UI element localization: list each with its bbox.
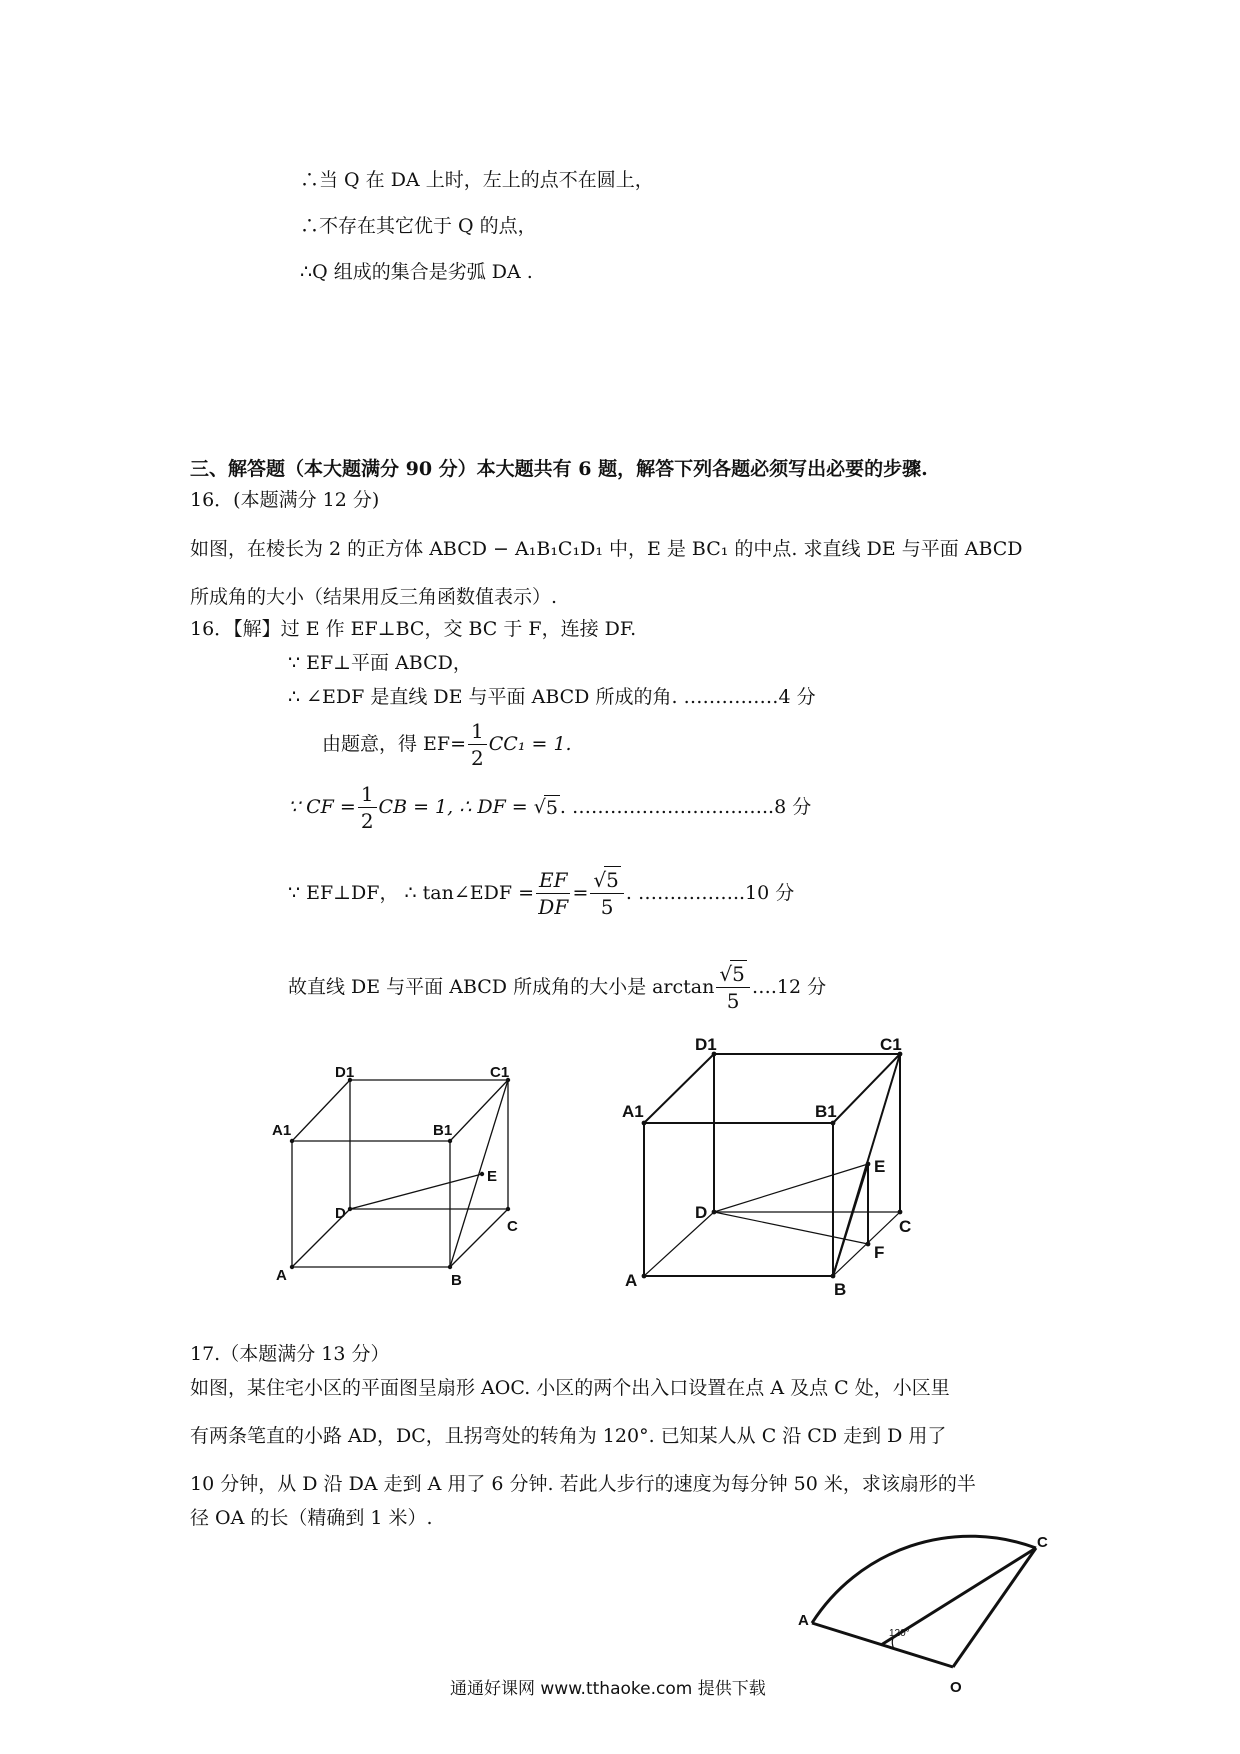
sol5-suffix: . …………………………..8 分: [559, 796, 812, 818]
q17-title: 17.（本题满分 13 分）: [190, 1343, 390, 1365]
sol7-denominator: 5: [726, 989, 740, 1013]
sol4-numerator: 1: [468, 718, 487, 745]
sol5-numerator: 1: [358, 781, 377, 808]
q16-solution-line-7: [288, 952, 826, 1022]
fig1-label-a1: A1: [272, 1122, 292, 1139]
sol4-prefix: 由题意，得 EF=: [322, 733, 467, 755]
sol6-denominator-2: 5: [600, 895, 614, 919]
q16-solution-line-3: ∴ ∠EDF 是直线 DE 与平面 ABCD 所成的角. ……………4 分: [288, 686, 816, 708]
cube-figure-2: [615, 1025, 940, 1300]
q17-line-3: 10 分钟，从 D 沿 DA 走到 A 用了 6 分钟. 若此人步行的速度为每分钟 50 米，求该扇形的半: [190, 1473, 976, 1495]
fig2-label-a1: A1: [622, 1102, 644, 1121]
fig2-label-d: D: [695, 1203, 708, 1222]
fig2-label-c: C: [899, 1217, 912, 1236]
fig1-label-e: E: [487, 1168, 498, 1185]
sol4-denominator: 2: [471, 745, 484, 770]
sector-figure: [795, 1530, 1055, 1705]
proof-line-3: ∴Q 组成的集合是劣弧 DA .: [300, 261, 533, 283]
q17-line-2: 有两条笔直的小路 AD，DC，且拐弯处的转角为 120°. 已知某人从 C 沿 CD 走到 D 用了: [190, 1425, 947, 1447]
sol4-fraction: [468, 718, 487, 771]
fig3-label-o: O: [950, 1679, 962, 1696]
fig1-label-c: C: [507, 1218, 518, 1235]
sol6-prefix: ∵ EF⊥DF， ∴ tan∠EDF =: [288, 882, 534, 904]
fig2-label-e: E: [874, 1157, 886, 1176]
sol6-fraction-1: [536, 867, 570, 920]
q16-solution-line-5: [288, 775, 811, 839]
cube-figure-1: [260, 1055, 540, 1290]
q16-stem-line-2: 所成角的大小（结果用反三角函数值表示）.: [190, 586, 558, 608]
fig1-label-d: D: [335, 1205, 346, 1222]
q17-line-4: 径 OA 的长（精确到 1 米）.: [190, 1507, 433, 1529]
sol6-numerator-2: √5: [590, 866, 623, 894]
proof-line-2: ∴不存在其它优于 Q 的点，: [300, 215, 537, 237]
sol6-numerator-1: EF: [536, 867, 570, 894]
q16-solution-line-1: 16．【解】过 E 作 EF⊥BC，交 BC 于 F，连接 DF.: [190, 618, 637, 640]
fig2-label-d1: D1: [695, 1035, 717, 1054]
fig3-label-a: A: [798, 1612, 809, 1629]
sol6-equals: =: [572, 882, 589, 904]
q16-title: 16．(本题满分 12 分): [190, 489, 380, 511]
q16-stem-line-1: 如图，在棱长为 2 的正方体 ABCD − A₁B₁C₁D₁ 中，E 是 BC₁ 的中点. 求直线 DE 与平面 ABCD: [190, 538, 1023, 560]
sol5-prefix: ∵ CF =: [288, 796, 356, 818]
fig1-label-a: A: [276, 1267, 287, 1284]
sol6-suffix: . ……………..10 分: [625, 882, 795, 904]
sol7-fraction: [716, 960, 749, 1014]
q17-line-1: 如图，某住宅小区的平面图呈扇形 AOC. 小区的两个出入口设置在点 A 及点 C 处，小区里: [190, 1377, 950, 1399]
fig2-label-b1: B1: [815, 1102, 837, 1121]
sol7-prefix: 故直线 DE 与平面 ABCD 所成角的大小是 arctan: [288, 976, 715, 998]
q16-solution-line-4: [322, 712, 572, 776]
sol7-numerator: √5: [716, 960, 749, 988]
fig1-label-b: B: [451, 1272, 462, 1289]
sol5-radical-sign: √: [533, 796, 546, 818]
sol6-fraction-2: [590, 866, 623, 920]
sol5-radicand: 5: [545, 796, 558, 819]
fig1-label-b1: B1: [433, 1122, 453, 1139]
sol5-middle: CB = 1, ∴ DF =: [378, 796, 528, 818]
sol6-denominator-1: DF: [538, 894, 569, 919]
sol4-suffix: CC₁ = 1.: [488, 733, 572, 755]
fig2-label-a: A: [625, 1271, 638, 1290]
fig2-label-f: F: [874, 1243, 885, 1262]
fig2-label-c1: C1: [880, 1035, 902, 1054]
fig1-label-d1: D1: [335, 1064, 355, 1081]
fig2-label-b: B: [834, 1280, 847, 1299]
q16-solution-line-6: [288, 858, 794, 928]
sol7-suffix: ….12 分: [751, 976, 827, 998]
sol6-radicand: 5: [606, 868, 619, 892]
proof-line-1: ∴当 Q 在 DA 上时，左上的点不在圆上，: [300, 169, 654, 191]
footer-text: 通通好课网 www.tthaoke.com 提供下载: [450, 1679, 766, 1699]
sol5-fraction: [358, 781, 377, 834]
fig3-label-c: C: [1037, 1534, 1048, 1551]
fig3-angle-label: 120°: [889, 1628, 910, 1639]
sol7-radicand: 5: [732, 962, 745, 986]
q16-solution-line-2: ∵ EF⊥平面 ABCD，: [288, 652, 472, 674]
section-heading: 三、解答题（本大题满分 90 分）本大题共有 6 题，解答下列各题必须写出必要的步骤.: [190, 458, 928, 480]
sol5-denominator: 2: [360, 808, 374, 833]
fig1-label-c1: C1: [490, 1064, 510, 1081]
